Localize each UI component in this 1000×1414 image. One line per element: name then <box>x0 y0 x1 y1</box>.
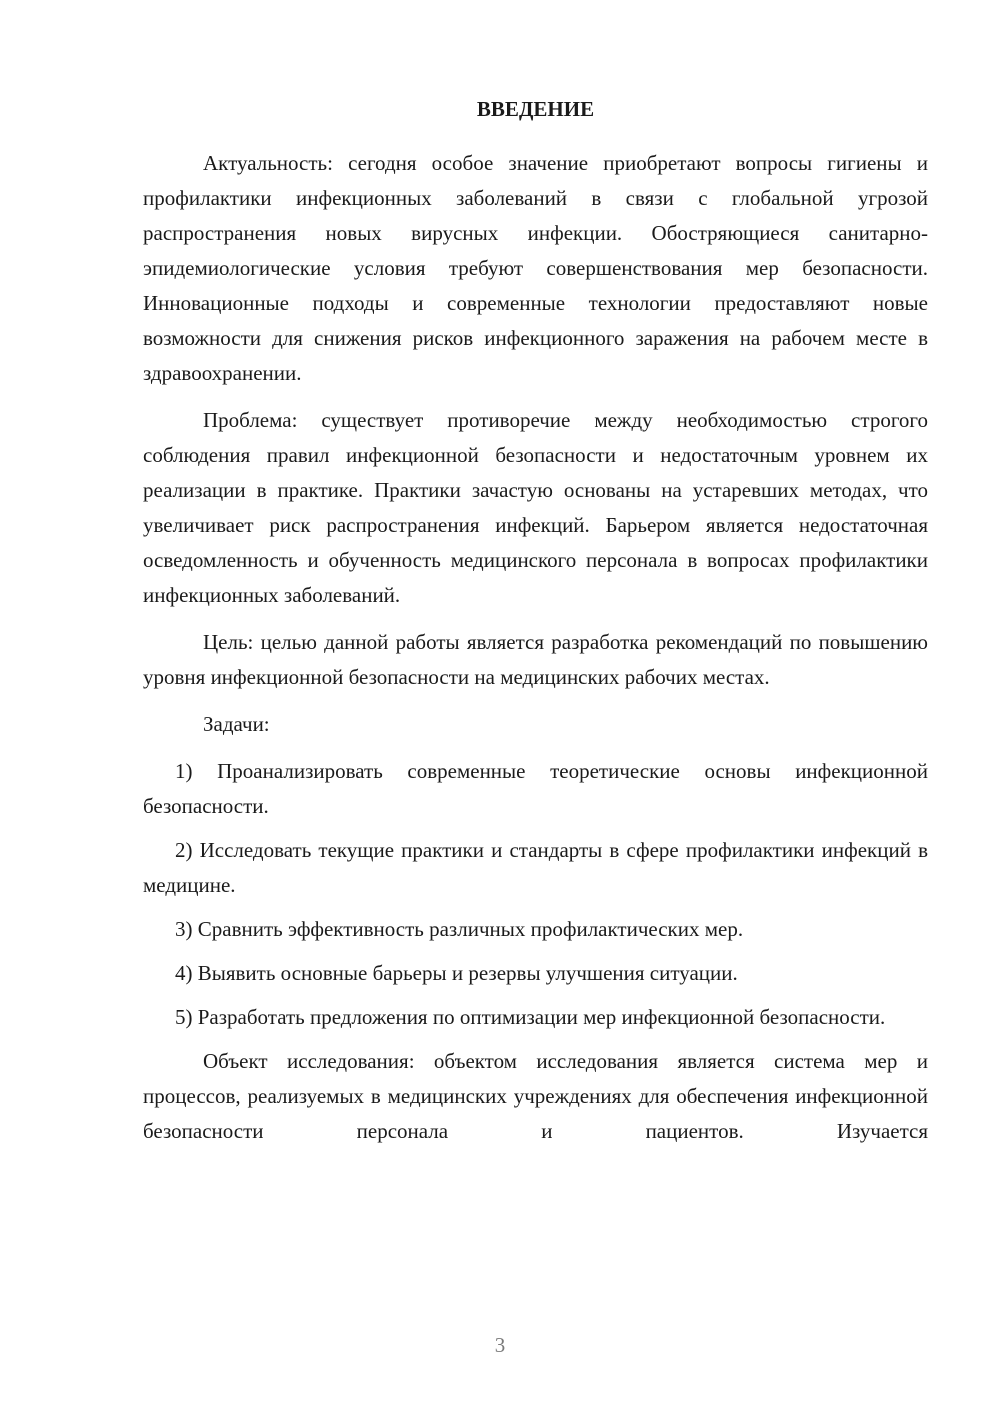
task-item-4: 4) Выявить основные барьеры и резервы улучшения ситуации. <box>175 961 738 985</box>
problem-paragraph: Проблема: существует противоречие между необходимостью строгого соблюдения правил инфекционной безопасности и недостаточным уровнем их реализации в практике. Практики зачастую основаны на устаревших методах, что увеличивает риск распространения инфекций. Барьером является недостаточная осведомленность и обученность медицинского персонала в вопросах профилактики инфекционных заболеваний. <box>143 408 928 607</box>
task-item-5: 5) Разработать предложения по оптимизации мер инфекционной безопасности. <box>175 1005 886 1029</box>
goal-paragraph: Цель: целью данной работы является разработка рекомендаций по повышению уровня инфекционной безопасности на медицинских рабочих местах. <box>143 630 928 689</box>
page-number: 3 <box>494 1333 506 1357</box>
object-paragraph: Объект исследования: объектом исследования является система мер и процессов, реализуемых в медицинских учреждениях для обеспечения инфекционной безопасности персонала и пациентов. Изучается <box>143 1049 928 1143</box>
relevance-paragraph: Актуальность: сегодня особое значение приобретают вопросы гигиены и профилактики инфекционных заболеваний в связи с глобальной угрозой распространения новых вирусных инфекции. Обостряющиеся санитарно-эпидемиологические условия требуют совершенствования мер безопасности. Инновационные подходы и современные технологии предоставляют новые возможности для снижения рисков инфекционного заражения на рабочем месте в здравоохранении. <box>143 151 928 385</box>
tasks-label: Задачи: <box>203 712 270 736</box>
section-heading: ВВЕДЕНИЕ <box>476 97 595 121</box>
document-page <box>143 92 928 1161</box>
task-item-2: 2) Исследовать текущие практики и стандарты в сфере профилактики инфекций в медицине. <box>143 838 928 897</box>
task-item-3: 3) Сравнить эффективность различных профилактических мер. <box>175 917 744 941</box>
task-item-1: 1) Проанализировать современные теоретические основы инфекционной безопасности. <box>143 759 928 818</box>
